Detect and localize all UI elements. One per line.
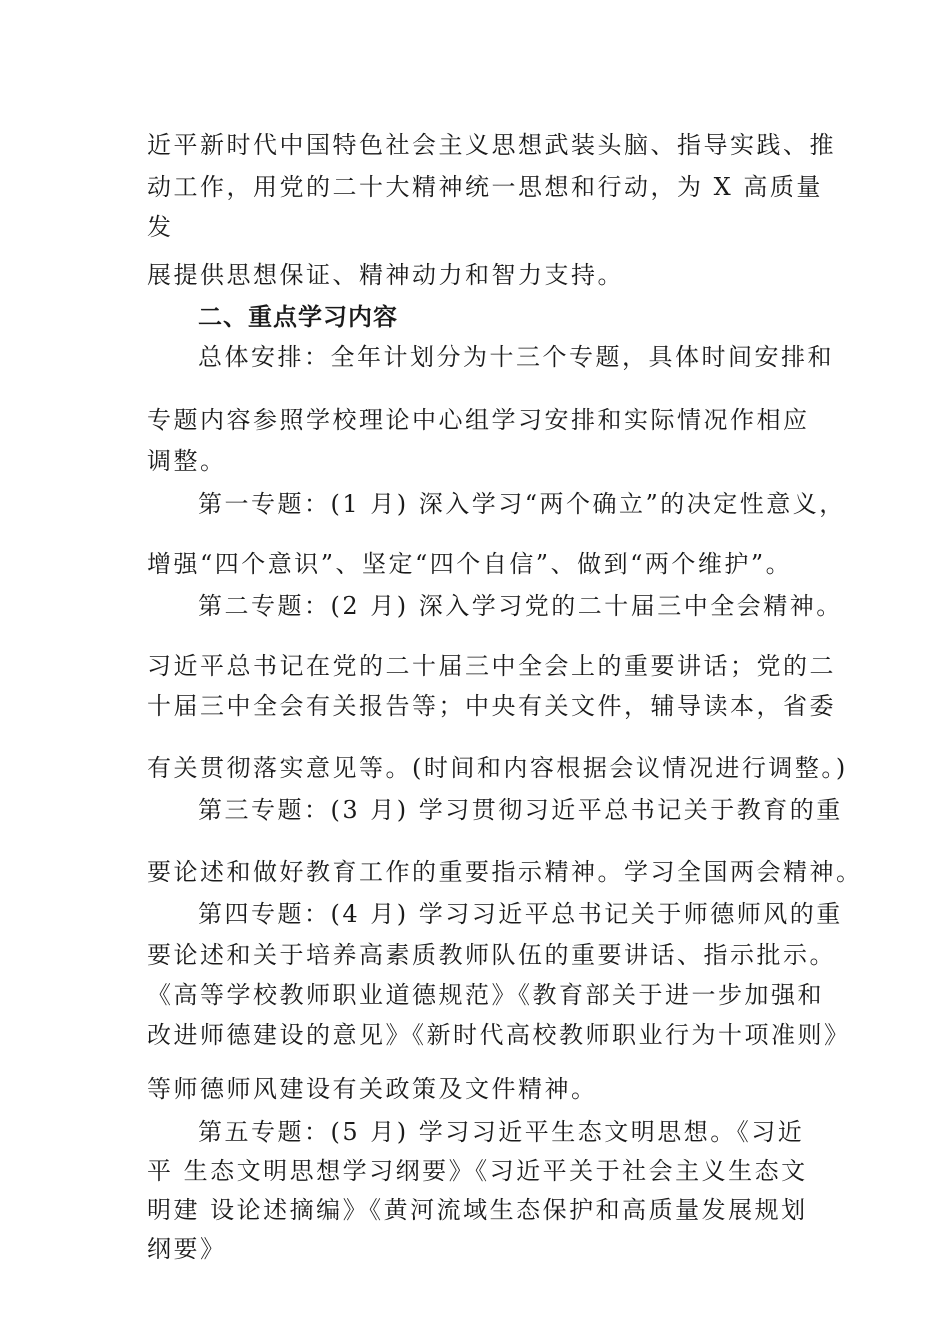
text-line: 近平新时代中国特色社会主义思想武装头脑、指导实践、推: [147, 131, 836, 159]
text-line: 十届三中全会有关报告等；中央有关文件，辅导读本，省委: [147, 692, 836, 720]
text-line: 改进师德建设的意见》《新时代高校教师职业行为十项准则》: [147, 1021, 851, 1049]
text-line: 动工作，用党的二十大精神统一思想和行动，为 X 高质量: [147, 173, 823, 201]
text-line: 等师德师风建设有关政策及文件精神。: [147, 1075, 598, 1103]
text-line: 有关贯彻落实意见等。(时间和内容根据会议情况进行调整。): [147, 754, 848, 782]
text-line: 专题内容参照学校理论中心组学习安排和实际情况作相应: [147, 406, 810, 434]
text-line: 第一专题：(1 月) 深入学习“两个确立”的决定性意义，: [198, 490, 846, 518]
text-line: 第五专题：(5 月) 学习习近平生态文明思想。《习近: [198, 1118, 805, 1146]
text-line: 要论述和做好教育工作的重要指示精神。学习全国两会精神。: [147, 858, 863, 886]
text-line: 习近平总书记在党的二十届三中全会上的重要讲话；党的二: [147, 652, 836, 680]
text-line: 《高等学校教师职业道德规范》《教育部关于进一步加强和: [147, 981, 824, 1009]
text-line: 发: [147, 213, 174, 241]
text-line: 展提供思想保证、精神动力和智力支持。: [147, 261, 624, 289]
text-line: 调整。: [147, 447, 227, 475]
text-line: 纲要》: [147, 1235, 227, 1263]
text-line: 增强“四个意识”、坚定“四个自信”、做到“两个维护”。: [147, 550, 793, 578]
text-line: 第二专题：(2 月) 深入学习党的二十届三中全会精神。: [198, 592, 843, 620]
text-line: 要论述和关于培养高素质教师队伍的重要讲话、指示批示。: [147, 941, 836, 969]
text-line: 平 生态文明思想学习纲要》《习近平关于社会主义生态文: [147, 1157, 808, 1185]
text-line: 第四专题：(4 月) 学习习近平总书记关于师德师风的重: [198, 900, 843, 928]
text-line: 总体安排：全年计划分为十三个专题，具体时间安排和: [198, 343, 834, 371]
text-line: 明建 设论述摘编》《黄河流域生态保护和高质量发展规划: [147, 1196, 808, 1224]
section-heading: 二、重点学习内容: [198, 303, 398, 331]
text-line: 第三专题：(3 月) 学习贯彻习近平总书记关于教育的重: [198, 796, 843, 824]
